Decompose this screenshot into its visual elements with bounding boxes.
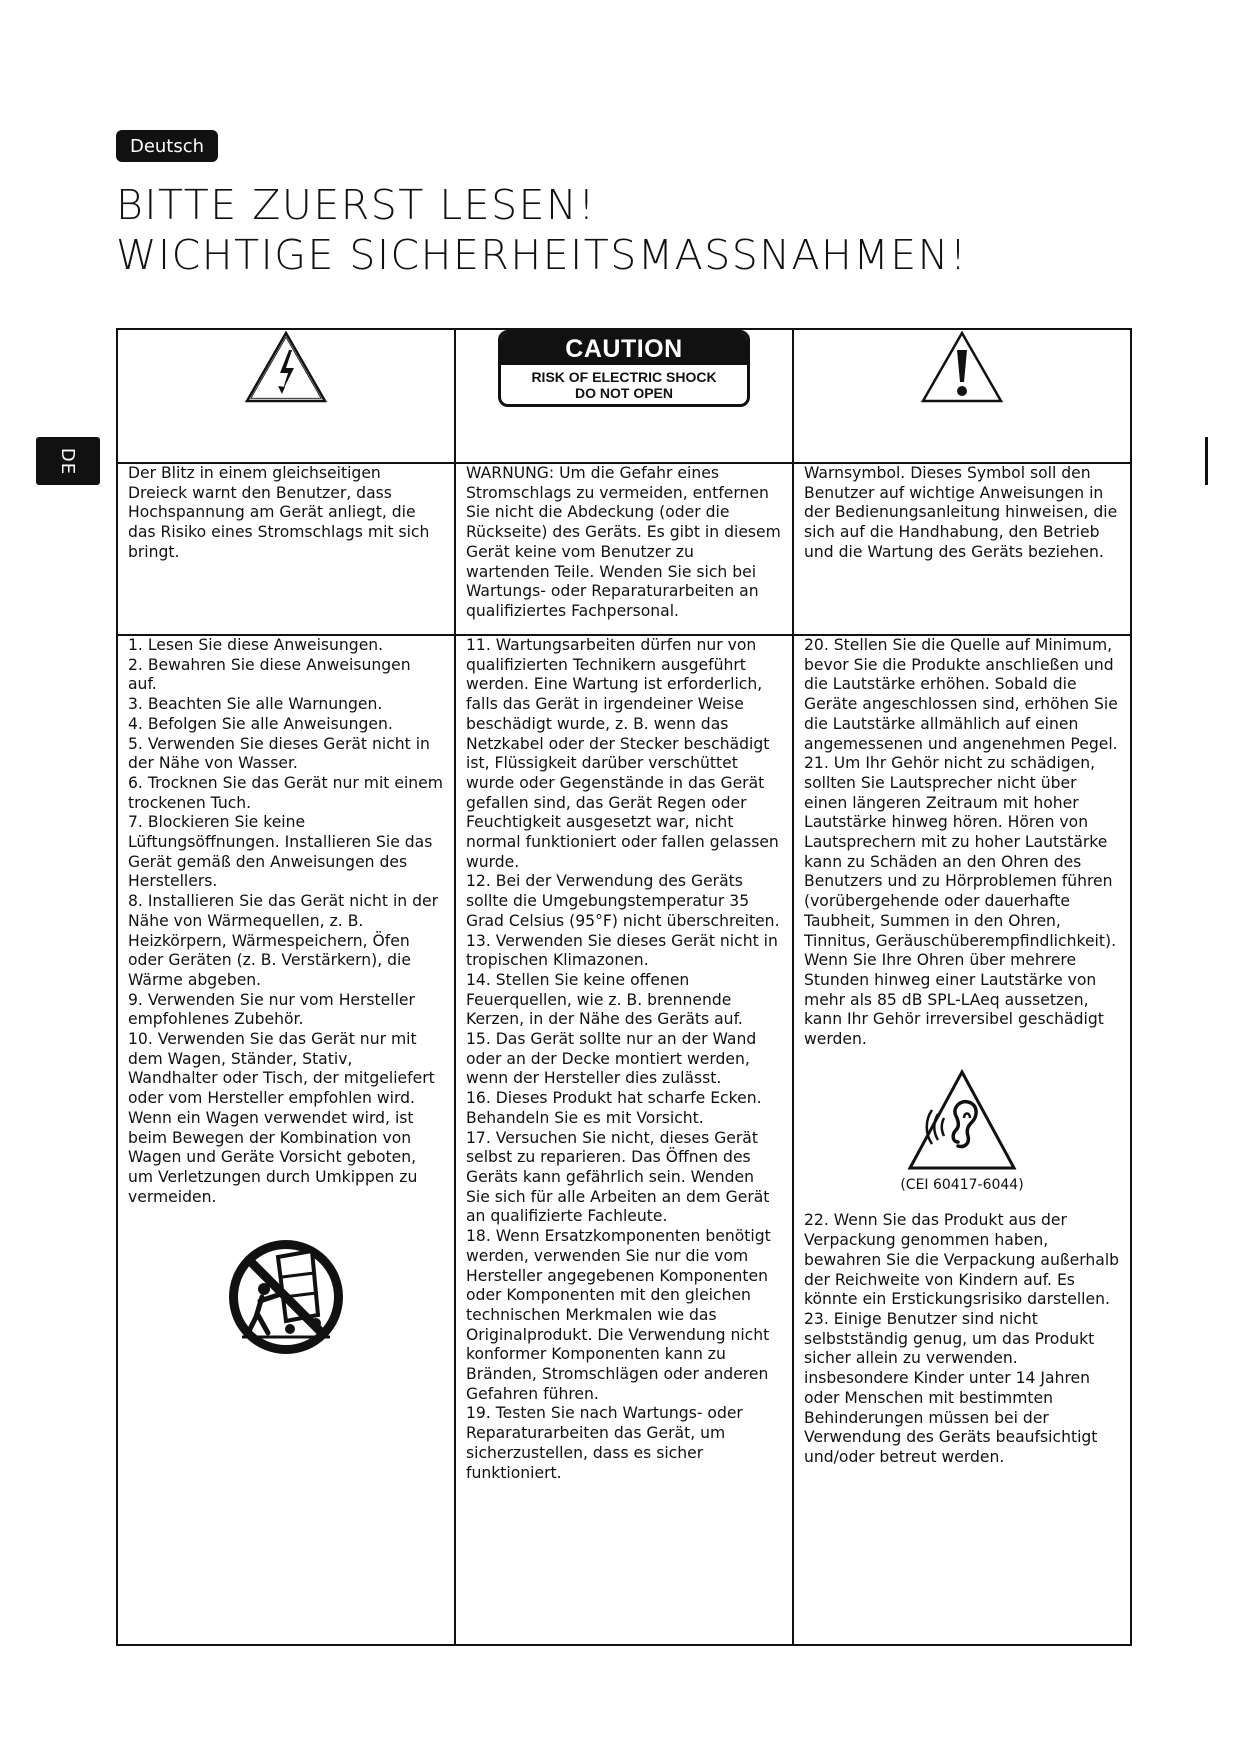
- instruction-list-3a: [804, 636, 1120, 1050]
- lightning-triangle-icon: [244, 330, 328, 404]
- instruction-list-2: [466, 636, 782, 1483]
- caution-label: [498, 330, 750, 407]
- instruction-item: 10. Verwenden Sie das Gerät nur mit dem Wagen, Ständer, Stativ, Wandhalter oder Tisch, der mitgeliefert oder vom Hersteller empfohlen wird. Wenn ein Wagen verwendet wird, ist beim Bewegen der Kombination von Wagen und Geräte Vorsicht geboten, um Verletzungen durch Umkippen zu vermeiden.: [128, 1030, 435, 1206]
- instruction-item: 15. Das Gerät sollte nur an der Wand oder an der Decke montiert werden, wenn der Hersteller dies zulässt.: [466, 1030, 757, 1088]
- instruction-item: 19. Testen Sie nach Wartungs- oder Reparaturarbeiten das Gerät, um sicherzustellen, dass es sicher funktioniert.: [466, 1404, 743, 1482]
- instruction-item: 4. Befolgen Sie alle Anweisungen.: [128, 714, 393, 733]
- page-title-line-1: BITTE ZUERST LESEN!: [116, 181, 597, 229]
- exclamation-symbol-cell: [793, 329, 1131, 463]
- hearing-damage-warning-icon: [906, 1068, 1018, 1172]
- instructions-column-3: [793, 635, 1131, 1645]
- description-row: [117, 463, 1131, 635]
- page-edge-mark: [1205, 437, 1208, 485]
- instruction-list-3b: [804, 1211, 1120, 1467]
- instruction-item: 16. Dieses Produkt hat scharfe Ecken. Behandeln Sie es mit Vorsicht.: [466, 1089, 762, 1127]
- instruction-item: 18. Wenn Ersatzkomponenten benötigt werden, verwenden Sie nur die vom Hersteller angegebenen Komponenten oder Komponenten mit den gleichen technischen Merkmalen wie das Originalprodukt. Die Verwendung nicht konformer Komponenten kann zu Bränden, Stromschlägen oder anderen Gefahren führen.: [466, 1227, 771, 1403]
- instruction-item: 22. Wenn Sie das Produkt aus der Verpackung genommen haben, bewahren Sie die Verpackung außerhalb der Reichweite von Kindern auf. Es könnte ein Erstickungsrisiko darstellen.: [804, 1211, 1120, 1309]
- cart-tip-over-warning-icon: [226, 1237, 346, 1357]
- caution-label-title: CAUTION: [501, 333, 747, 365]
- instruction-item: 14. Stellen Sie keine offenen Feuerquellen, wie z. B. brennende Kerzen, in der Nähe des Geräts auf.: [466, 970, 743, 1029]
- exclamation-triangle-icon: [920, 330, 1004, 404]
- instruction-item: 8. Installieren Sie das Gerät nicht in der Nähe von Wärmequellen, z. B. Heizkörpern, Wärmespeichern, Öfen oder Geräten (z. B. Verstärkern), die Wärme abgeben.: [128, 892, 439, 989]
- instruction-item: 17. Versuchen Sie nicht, dieses Gerät selbst zu reparieren. Das Öffnen des Geräts kann gefährlich sein. Wenden Sie sich für alle Arbeiten an dem Gerät an qualifizierte Fachleute.: [466, 1128, 770, 1226]
- description-warning-symbol: Warnsymbol. Dieses Symbol soll den Benutzer auf wichtige Anweisungen in der Bedienungsanleitung hinweisen, die sich auf die Handhabung, den Betrieb und die Wartung des Geräts beziehen.: [793, 463, 1131, 635]
- instruction-item: 9. Verwenden Sie nur vom Hersteller empfohlenes Zubehör.: [128, 990, 415, 1029]
- instruction-item: 6. Trocknen Sie das Gerät nur mit einem trockenen Tuch.: [128, 773, 443, 812]
- instructions-column-1: [117, 635, 455, 1645]
- caution-label-line-2: DO NOT OPEN: [574, 385, 673, 401]
- instruction-item: 20. Stellen Sie die Quelle auf Minimum, bevor Sie die Produkte anschließen und die Lautstärke erhöhen. Sobald die Geräte angeschlossen sind, erhöhen Sie die Lautstärke allmählich auf einen angemessenen und angenehmen Pegel.: [804, 636, 1118, 753]
- description-lightning: Der Blitz in einem gleichseitigen Dreieck warnt den Benutzer, dass Hochspannung am Gerät anliegt, die das Risiko eines Stromschlags mit sich bringt.: [117, 463, 455, 635]
- safety-table: [116, 328, 1132, 1646]
- instruction-list-1: [128, 636, 444, 1207]
- instructions-column-2: [455, 635, 793, 1645]
- instructions-row: [117, 635, 1131, 1645]
- symbol-row: [117, 329, 1131, 463]
- instruction-item: 5. Verwenden Sie dieses Gerät nicht in der Nähe von Wasser.: [128, 734, 430, 773]
- hearing-symbol-caption: (CEI 60417-6044): [900, 1176, 1024, 1193]
- instruction-item: 13. Verwenden Sie dieses Gerät nicht in tropischen Klimazonen.: [466, 931, 778, 970]
- instruction-item: 2. Bewahren Sie diese Anweisungen auf.: [128, 655, 411, 694]
- page-title: [116, 180, 968, 280]
- caution-label-cell: [455, 329, 793, 463]
- instruction-item: 1. Lesen Sie diese Anweisungen.: [128, 636, 384, 654]
- language-badge: Deutsch: [116, 130, 218, 162]
- instruction-item: 12. Bei der Verwendung des Geräts sollte die Umgebungstemperatur 35 Grad Celsius (95°F) nicht überschreiten.: [466, 872, 780, 930]
- language-side-tab-label: DE: [57, 447, 79, 475]
- caution-label-line-1: RISK OF ELECTRIC SHOCK: [531, 369, 717, 385]
- instruction-item: 3. Beachten Sie alle Warnungen.: [128, 695, 383, 714]
- instruction-item: 23. Einige Benutzer sind nicht selbstständig genug, um das Produkt sicher allein zu verwenden. insbesondere Kinder unter 14 Jahren oder Menschen mit bestimmten Behinderungen müssen bei der Verwendung des Geräts beaufsichtigt und/oder betreut werden.: [804, 1309, 1098, 1466]
- language-side-tab: [36, 437, 100, 485]
- description-warning: WARNUNG: Um die Gefahr eines Stromschlags zu vermeiden, entfernen Sie nicht die Abdeckung (oder die Rückseite) des Geräts. Es gibt in diesem Gerät keine vom Benutzer zu wartenden Teile. Wenden Sie sich bei Wartungs- oder Reparaturarbeiten an qualifiziertes Fachpersonal.: [455, 463, 793, 635]
- lightning-symbol-cell: [117, 329, 455, 463]
- page-title-line-2: WICHTIGE SICHERHEITSMASSNAHMEN!: [116, 231, 968, 279]
- instruction-item: 7. Blockieren Sie keine Lüftungsöffnungen. Installieren Sie das Gerät gemäß den Anweisungen des Herstellers.: [128, 813, 433, 891]
- instruction-item: 21. Um Ihr Gehör nicht zu schädigen, sollten Sie Lautsprecher nicht über einen längeren Zeitraum mit hoher Lautstärke hinweg hören. Hören von Lautsprechern mit zu hoher Lautstärke kann zu Schäden an den Ohren des Benutzers und zu Hörproblemen führen (vorübergehende oder dauerhafte Taubheit, Summen in den Ohren, Tinnitus, Geräuschüberempfindlichkeit). Wenn Sie Ihre Ohren über mehrere Stunden hinweg einer Lautstärke von mehr als 85 dB SPL-LAeq aussetzen, kann Ihr Gehör irreversibel geschädigt werden.: [804, 754, 1117, 1049]
- instruction-item: 11. Wartungsarbeiten dürfen nur von qualifizierten Technikern ausgeführt werden. Eine Wartung ist erforderlich, falls das Gerät in irgendeiner Weise beschädigt wurde, z. B. wenn das Netzkabel oder der Stecker beschädigt ist, Flüssigkeit darüber verschüttet wurde oder Gegenstände in das Gerät gefallen sind, das Gerät Regen oder Feuchtigkeit ausgesetzt war, nicht normal funktioniert oder fallen gelassen wurde.: [466, 636, 779, 871]
